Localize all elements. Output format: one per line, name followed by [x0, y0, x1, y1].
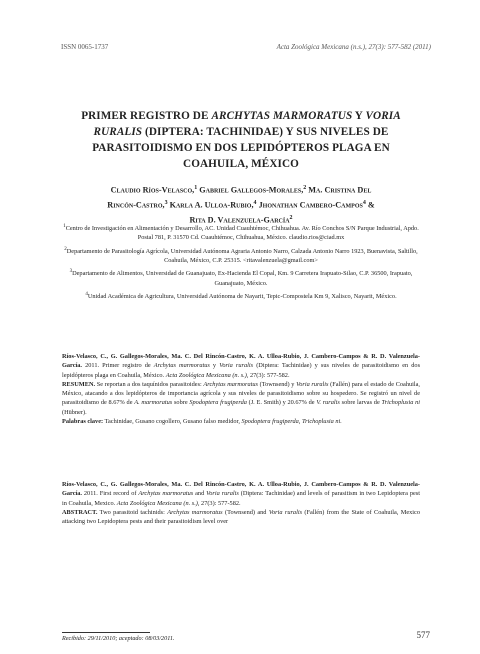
author-3: Ma. Cristina Del	[306, 185, 372, 195]
journal-header: Acta Zoológica Mexicana (n.s.), 27(3): 577-582 (2011)	[276, 43, 431, 51]
spanish-abstract-block	[62, 352, 420, 426]
spanish-keywords: Palabras clave: Tachinidae, Gusano cogollero, Gusano falso medidor, Spodoptera frugiperda, Trichoplusia ni.	[62, 418, 342, 426]
author-2: Gabriel Gallegos-Morales,	[197, 185, 304, 195]
author-6: Rita D. Valenzuela-García	[189, 216, 290, 226]
paper-title: PRIMER REGISTRO DE ARCHYTAS MARMORATUS Y VORIA RURALIS (DIPTERA: TACHINIDAE) Y SUS NIVELES DE PARASITOIDISMO EN DOS LEPIDÓPTEROS PLAGA EN COAHUILA, MÉXICO	[81, 110, 401, 170]
author-4: Karla A. Ulloa-Rubio,	[167, 200, 254, 210]
affiliations	[62, 222, 420, 303]
author-1: Claudio Ríos-Velasco,	[110, 185, 195, 195]
affiliation-4: $^4$Unidad Académica de Agricultura, Universidad Autónoma de Nayarit, Tepic-Compostela Km 9, Xalisco, Nayarit, México.	[85, 292, 397, 301]
footnote-rule	[62, 632, 150, 633]
resumen-text: RESUMEN. Se reportan a dos taquínidos parasitoides: Archytas marmoratus (Townsend) y Voria ruralis (Fallén) para el estado de Coahuila, México, atacando a dos lepidópteros de importancia agrícola y sus niveles de parasitoidismo sobre su hospedero. Se registró un nivel de parasitoidismo de 8.67% de A. marmoratus sobre Spodoptera frugiperda (J. E. Smith) y 20.67% de V. ruralis sobre larvas de Trichoplusia ni (Hübner).	[62, 380, 421, 416]
page-number: 577	[416, 630, 430, 640]
english-abstract-block	[62, 480, 420, 526]
spanish-citation: Ríos-Velasco, C., G. Gallegos-Morales, Ma. C. Del Rincón-Castro, K. A. Ulloa-Rubio, J. Cambero-Campos & R. D. Valenzuela-García. 2011. Primer registro de Archytas marmoratus y Voria ruralis (Diptera: Tachinidae) y sus niveles de parasitoidismo en dos lepidópteros plaga en Coahuila, México. Acta Zoológica Mexicana (n. s.), 27(3): 577-582.	[62, 353, 421, 379]
affiliation-3: $^3$Departamento de Alimentos, Universidad de Guanajuato, Ex-Hacienda El Copal, Km. 9 Carretera Irapuato-Silao, C.P. 36500, Irapuato, Guanajuato, México.	[69, 269, 413, 287]
author-list: Claudio Ríos-Velasco,$^1$ Gabriel Gallegos-Morales,$^2$ Ma. Cristina Del Rincón-Castro,$^3$ Karla A. Ulloa-Rubio,$^4$ Jhonathan Cambero-Campos$^4$ & Rita D. Valenzuela-García$^2$	[107, 185, 375, 226]
received-accepted-dates: Recibido: 29/11/2010; aceptado: 08/03/2011.	[62, 635, 175, 642]
affiliation-2: $^2$Departamento de Parasitología Agrícola, Universidad Autónoma Agraria Antonio Narro, Calzada Antonio Narro 1923, Buenavista, Saltillo, Coahuila, México, C.P. 25315. <ritavalenzuela@gmail.com>	[64, 246, 418, 265]
author-5: Jhonathan Cambero-Campos	[256, 200, 363, 210]
english-citation: Ríos-Velasco, C., G. Gallegos-Morales, Ma. C. Del Rincón-Castro, K. A. Ulloa-Rubio, J. Cambero-Campos & R. D. Valenzuela-García. 2011. First record of Archytas marmoratus and Voria ruralis (Diptera: Tachinidae) and levels of parasitism in two Lepidoptera pest in Coahuila, Mexico. Acta Zoológica Mexicana (n. s.), 27(3): 577-582.	[62, 481, 420, 507]
abstract-text: ABSTRACT. Two parasitoid tachinids: Archytas marmoratus (Townsend) and Voria ruralis (Fallén) from the State of Coahuila, Mexico attacking two Lepidoptera pests and their parasitoidism level over	[62, 508, 420, 526]
issn-header: ISSN 0065-1737	[61, 43, 109, 51]
affiliation-1: $^1$Centro de Investigación en Alimentación y Desarrollo, AC. Unidad Cuauhtémoc, Chihuahua. Av. Río Conchos S/N Parque Industrial, Apdo. Postal 781, P. 31570 Cd. Cuauhtémoc, Chihuahua, México. claudio.rios@ciad.mx	[63, 224, 419, 242]
